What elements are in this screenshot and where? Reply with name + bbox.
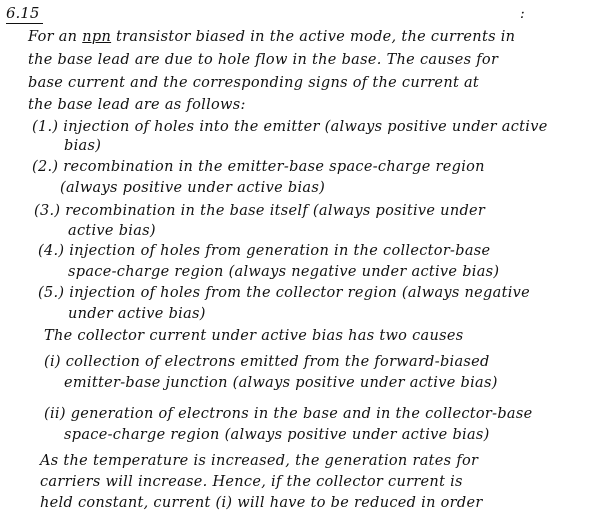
problem-number: 6.15 [6, 4, 43, 24]
item-3-line-2: active bias) [68, 223, 156, 239]
para1-line-1-post: transistor biased in the active mode, the currents in [111, 29, 516, 45]
para3-line-3: held constant, current (i) will have to be reduced in order [40, 495, 483, 511]
item-1-line-2: bias) [64, 138, 102, 154]
item-1-line-1: (1.) injection of holes into the emitter (always positive under active [32, 119, 548, 135]
item-4-line-1: (4.) injection of holes from generation in the collector-base [38, 243, 491, 259]
item-5-line-1: (5.) injection of holes from the collector region (always negative [38, 285, 531, 301]
item-2-line-2: (always positive under active bias) [60, 180, 326, 196]
para2-line: The collector current under active bias has two causes [44, 328, 464, 344]
item-2-line-1: (2.) recombination in the emitter-base space-charge region [32, 159, 485, 175]
item-5-line-2: under active bias) [68, 306, 206, 322]
stray-mark: : [520, 6, 525, 22]
para1-line-1 [28, 28, 515, 46]
npn-term: npn [82, 29, 112, 45]
para1-line-4: the base lead are as follows: [28, 97, 246, 113]
para1-line-2: the base lead are due to hole flow in the base. The causes for [28, 52, 499, 68]
item-3-line-1: (3.) recombination in the base itself (always positive under [34, 203, 486, 219]
para3-line-1: As the temperature is increased, the generation rates for [40, 453, 479, 469]
cause-2-line-2: space-charge region (always positive under active bias) [64, 427, 490, 443]
para1-line-1-pre: For an [28, 29, 83, 45]
cause-2-line-1: (ii) generation of electrons in the base and in the collector-base [44, 406, 533, 422]
cause-1-line-1: (i) collection of electrons emitted from the forward-biased [44, 354, 490, 370]
para1-line-3: base current and the corresponding signs of the current at [28, 75, 480, 91]
item-4-line-2: space-charge region (always negative under active bias) [68, 264, 500, 280]
cause-1-line-2: emitter-base junction (always positive under active bias) [64, 375, 498, 391]
para3-line-2: carriers will increase. Hence, if the collector current is [40, 474, 463, 490]
